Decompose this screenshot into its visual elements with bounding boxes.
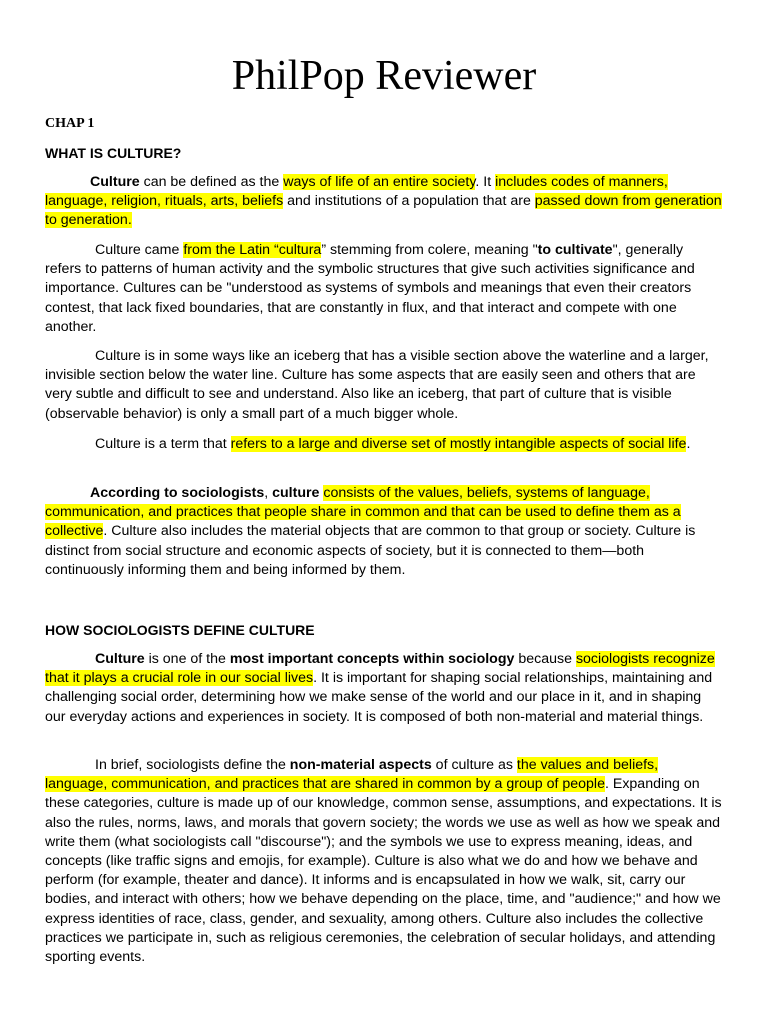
bold-term: According to sociologists: [90, 485, 265, 501]
highlighted-text: passed down from generation to generation.: [45, 193, 722, 229]
highlighted-text: includes codes of manners, language, religion, rituals, arts, beliefs: [45, 174, 668, 210]
paragraph-culture-iceberg: [45, 347, 723, 424]
text-run: Culture is a term that: [95, 436, 231, 452]
text-run: . It: [475, 174, 496, 190]
paragraph-culture-term: [45, 435, 723, 454]
section-heading-sociologists-define: HOW SOCIOLOGISTS DEFINE CULTURE: [45, 622, 315, 638]
text-run: Culture is in some ways like an iceberg that has a visible section above the waterline and a larger, invisible section below the water line. Culture has some aspects that are easily seen and others that are very subtle and difficult to see and understand. Also like an iceberg, that part of culture that is visible (observable behavior) is only a small part of a much bigger whole.: [45, 348, 709, 422]
text-run: ” stemming from colere, meaning ": [321, 242, 538, 258]
text-run: ", generally refers to patterns of human activity and the symbolic structures that give such activities significance and importance. Cultures can be "understood as systems of symbols and meanings that even their creators contest, that lack fixed boundaries, that are constantly in flux, and that interact and compete with one another.: [45, 242, 695, 335]
highlighted-text: ways of life of an entire society: [283, 174, 476, 190]
highlighted-text: consists of the values, beliefs, systems of language, communication, and practices that people share in common and that can be used to define them as a collective: [45, 485, 681, 540]
bold-term: culture: [272, 485, 320, 501]
bold-term: Culture: [95, 651, 145, 667]
text-run: because: [514, 651, 576, 667]
text-run: . It is important for shaping social relationships, maintaining and challenging social order, determining how we make sense of the world and our place in it, and in shaping our everyday actions and experiences in society. It is composed of both non-material and material things.: [45, 670, 713, 725]
section-heading-what-is-culture: WHAT IS CULTURE?: [45, 145, 182, 161]
bold-term: to cultivate: [537, 242, 613, 258]
text-run: .: [686, 436, 691, 452]
paragraph-culture-origin: [45, 241, 723, 337]
bold-term: most important concepts within sociology: [229, 651, 515, 667]
paragraph-important-concept: [45, 650, 723, 727]
text-run: . Culture also includes the material objects that are common to that group or society. Culture is distinct from social structure and economic aspects of society, but it is connected to them—both continuously informing them and being informed by them.: [45, 523, 696, 578]
bold-term: Culture: [90, 174, 140, 190]
text-run: is one of the: [144, 651, 230, 667]
text-run: and institutions of a population that are: [283, 193, 535, 210]
text-run: . Expanding on these categories, culture is made up of our knowledge, common sense, assumptions, and expectations. It is also the rules, norms, laws, and morals that govern society; the words we use as well as how we speak and write them (what sociologists call "discourse"); and the symbols we use to express meaning, ideas, and concepts (like traffic signs and emojis, for example). Culture is also what we do and how we behave and perform (for example, theater and dance). It informs and is encapsulated in how we walk, sit, carry our bodies, and interact with others; how we behave depending on the place, time, and "audience;" and how we express identities of race, class, gender, and sexuality, among others. Culture also includes the collective practices we participate in, such as religious ceremonies, the celebration of secular holidays, and attending sporting events.: [45, 776, 722, 966]
paragraph-culture-definition: [45, 173, 723, 231]
text-run: In brief, sociologists define the: [95, 757, 290, 773]
text-run: can be defined as the: [139, 174, 284, 190]
chapter-label: CHAP 1: [45, 116, 95, 131]
highlighted-text: sociologists recognize that it plays a crucial role in our social lives: [45, 651, 715, 687]
text-run: Culture came: [95, 242, 184, 258]
bold-term: non-material aspects: [289, 757, 432, 773]
text-run: of culture as: [431, 757, 517, 773]
text-run: ,: [264, 485, 273, 501]
highlighted-text: refers to a large and diverse set of mostly intangible aspects of social life: [230, 436, 687, 452]
paragraph-non-material-aspects: [45, 756, 723, 967]
page-title: PhilPop Reviewer: [231, 53, 537, 99]
paragraph-sociologists-view: [45, 484, 723, 580]
highlighted-text: the values and beliefs, language, communication, and practices that are shared in common by a group of people: [45, 757, 659, 793]
highlighted-text: from the Latin “cultura: [183, 242, 322, 258]
